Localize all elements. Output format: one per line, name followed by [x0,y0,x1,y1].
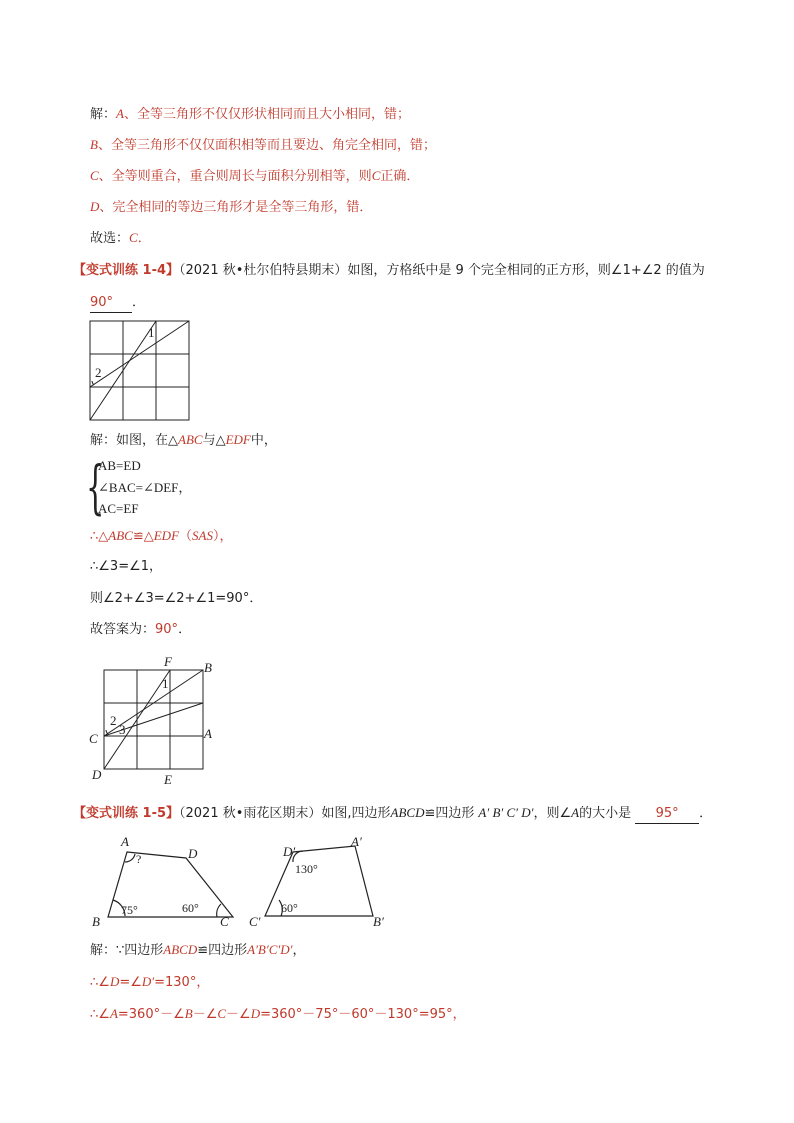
angle-60: 60° [281,901,298,915]
exercise-1-4-question: 【变式训练 1-4】（2021 秋•杜尔伯特县期末）如图，方格纸中是 9 个完全相同的正方形，则∠1+∠2 的值为 [73,263,705,278]
unknown-angle: ? [136,852,142,866]
sol1-line1: 解：A、全等三角形不仅仅形状相同而且大小相同，错； [90,106,410,122]
exercise-1-5-question: 【变式训练 1-5】（2021 秋•雨花区期末）如图,四边形ABCD≌四边形 A′ B′ C′ D′，则∠A的大小是 95° ． [73,804,712,824]
point-C: C [220,914,229,929]
exercise-tag: 【变式训练 1-5】 [73,806,180,821]
sol3-line1: 解：∵四边形ABCD≌四边形A′B′C′D′， [90,942,306,958]
exercise-1-4-answer: 90° ． [90,294,145,313]
sol1-line5: 故选：C． [90,230,151,246]
angle-label-1: 1 [148,325,155,340]
point-B-prime: B′ [373,914,384,929]
condition-1: AB=ED [98,458,141,473]
quadrilateral-ApBpCpDp [245,830,405,930]
sol3-line3: ∴∠A=360°－∠B－∠C－∠D=360°－75°－60°－130°=95°， [90,1006,466,1022]
point-A: A [204,726,212,741]
quadrilateral-ABCD [85,830,255,930]
sol2-line2: ∴△ABC≌△EDF（SAS）， [90,528,233,544]
point-E: E [164,772,172,787]
point-D-prime: D′ [283,844,296,859]
sol2-line3: ∴∠3=∠1， [90,559,163,574]
sol1-line4: D、完全相同的等边三角形才是全等三角形，错． [90,199,373,215]
point-C: C [89,731,98,746]
grid-figure-1 [88,319,192,421]
angle-75: 75° [121,903,138,917]
point-F: F [164,654,172,669]
sol2-line5: 故答案为：90°． [90,622,192,637]
angle-130: 130° [295,862,318,876]
sol1-line2: B、全等三角形不仅仅面积相等而且要边、角完全相同，错； [90,137,436,153]
angle-label-2: 2 [95,365,102,380]
grid-figure-2 [84,652,224,788]
angle-label-3: 3 [119,722,126,737]
point-A: A [121,834,129,849]
point-B: B [204,660,212,675]
point-D: D [188,846,198,861]
condition-3: AC=EF [98,501,139,516]
sol3-line2: ∴∠D=∠D′=130°， [90,974,210,990]
point-D: D [92,767,102,782]
point-C-prime: C′ [249,914,261,929]
answer-blank: 95° [635,805,699,824]
brace: { [86,453,105,521]
angle-label-1: 1 [162,676,169,691]
sol2-line1: 解：如图，在△ABC与△EDF中， [90,432,277,448]
sol1-line3: C、全等则重合，重合则周长与面积分别相等，则C正确． [90,168,420,184]
angle-60: 60° [182,901,199,915]
point-A-prime: A′ [351,834,362,849]
sol2-line4: 则∠2+∠3=∠2+∠1=90°． [90,591,263,606]
point-B: B [92,914,100,929]
answer-blank: 90° [90,294,132,313]
angle-label-2: 2 [110,713,117,728]
condition-2: ∠BAC=∠DEF， [98,480,192,495]
exercise-tag: 【变式训练 1-4】 [73,263,180,278]
